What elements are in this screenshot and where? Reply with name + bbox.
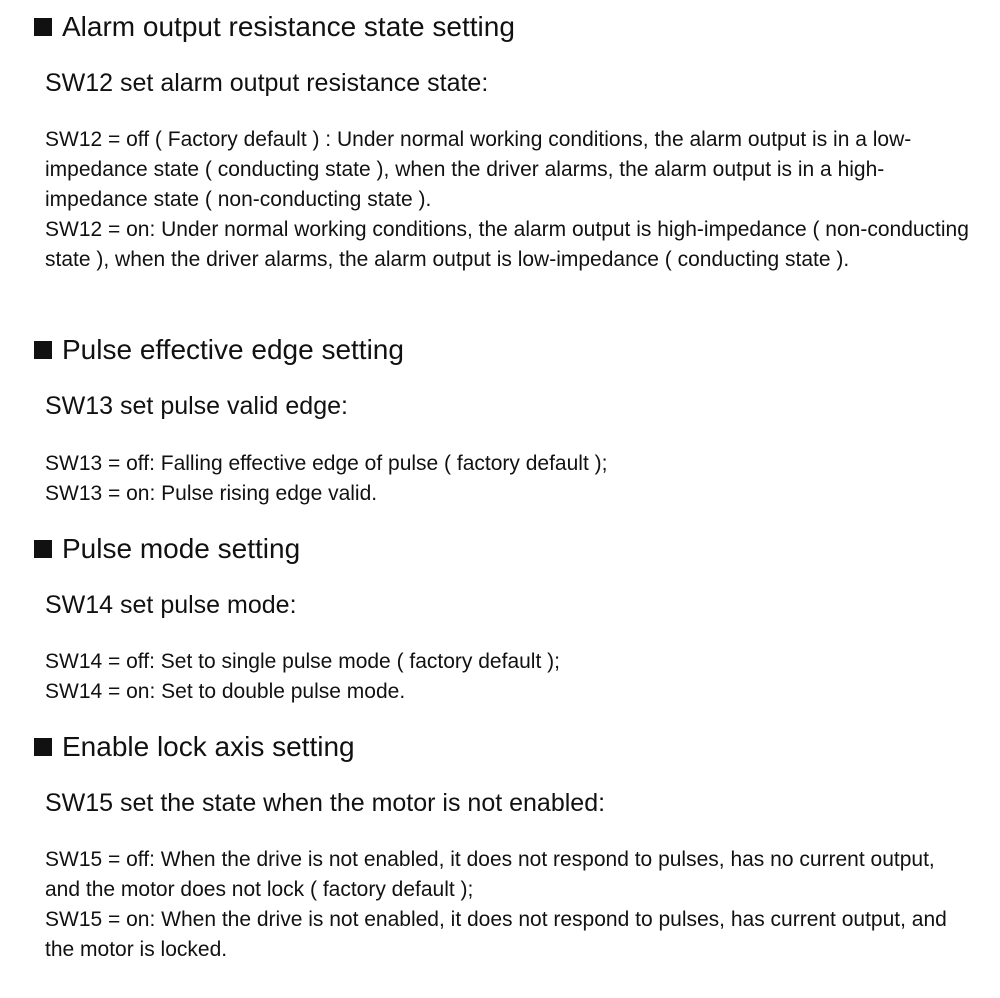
section-heading	[34, 533, 300, 565]
description-line: SW15 = on: When the drive is not enabled, it does not respond to pulses, has current output, and the motor is locked.	[45, 908, 947, 961]
description-line: SW13 = off: Falling effective edge of pulse ( factory default );	[45, 452, 608, 475]
section-description	[45, 125, 975, 275]
section-heading-text: Enable lock axis setting	[62, 731, 355, 762]
section-heading-text: Alarm output resistance state setting	[62, 11, 515, 42]
section-heading	[34, 731, 355, 763]
section-heading	[34, 11, 515, 43]
description-line: SW13 = on: Pulse rising edge valid.	[45, 482, 378, 505]
square-bullet-icon	[34, 18, 52, 36]
section-description	[45, 647, 975, 707]
description-line: SW12 = off ( Factory default ) : Under normal working conditions, the alarm output is in a low-impedance state ( conducting state ), when the driver alarms, the alarm output is in a high-impedance state ( non-conducting state ).	[45, 128, 912, 211]
square-bullet-icon	[34, 738, 52, 756]
section-heading	[34, 334, 404, 366]
section-subheading: SW13 set pulse valid edge:	[45, 392, 348, 420]
section-heading-text: Pulse mode setting	[62, 533, 301, 564]
square-bullet-icon	[34, 341, 52, 359]
square-bullet-icon	[34, 540, 52, 558]
description-line: SW14 = off: Set to single pulse mode ( factory default );	[45, 650, 560, 673]
section-subheading: SW15 set the state when the motor is not enabled:	[45, 789, 606, 817]
section-description	[45, 845, 975, 965]
description-line: SW12 = on: Under normal working conditions, the alarm output is high-impedance ( non-conducting state ), when the driver alarms, the alarm output is low-impedance ( conducting state ).	[45, 218, 969, 271]
description-line: SW14 = on: Set to double pulse mode.	[45, 680, 406, 703]
section-heading-text: Pulse effective edge setting	[62, 334, 404, 365]
section-subheading: SW14 set pulse mode:	[45, 591, 297, 619]
section-subheading: SW12 set alarm output resistance state:	[45, 69, 489, 97]
section-description	[45, 449, 975, 509]
description-line: SW15 = off: When the drive is not enabled, it does not respond to pulses, has no current output, and the motor does not lock ( factory default );	[45, 848, 935, 901]
